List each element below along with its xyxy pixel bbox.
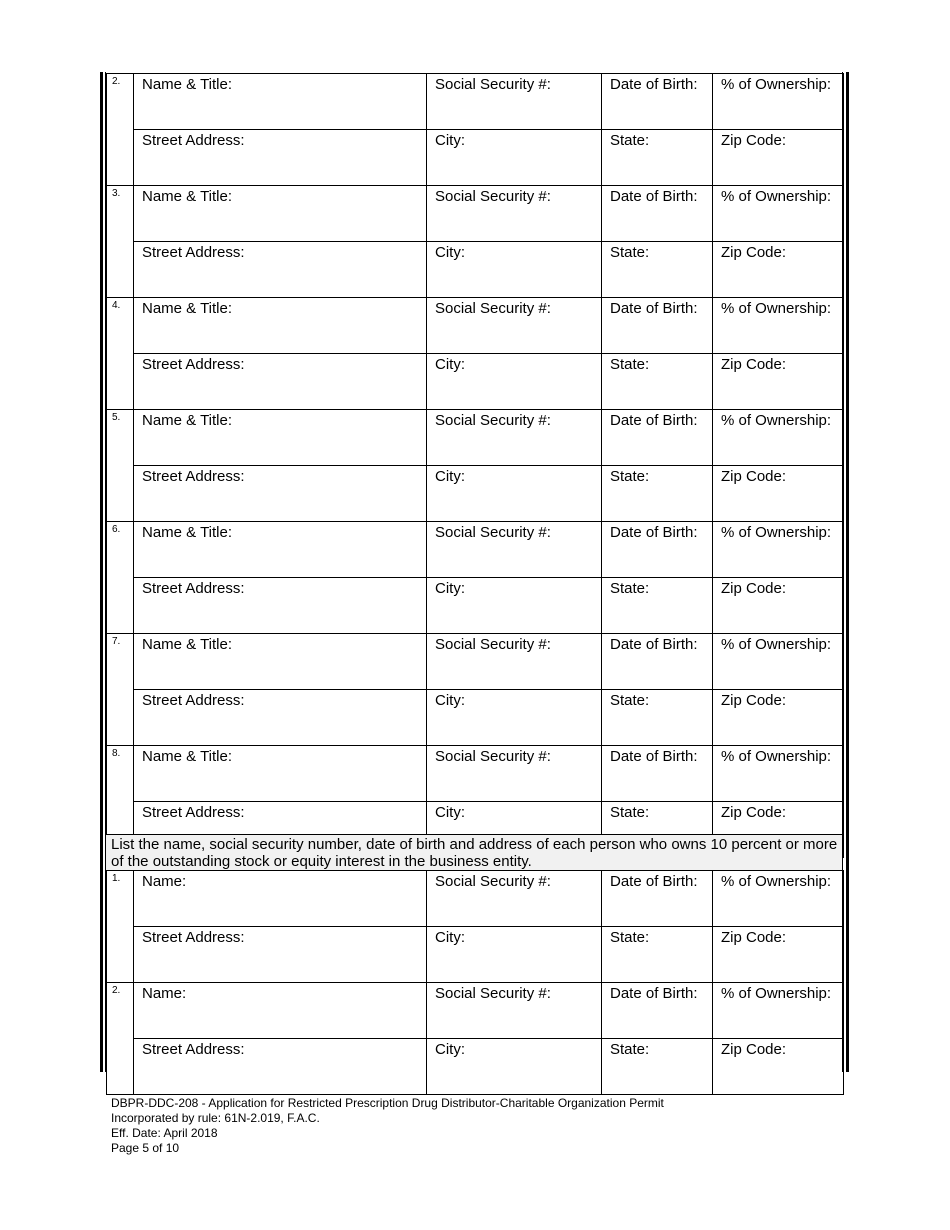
state-field[interactable]: State: (602, 1039, 713, 1095)
street-address-field[interactable]: Street Address: (134, 242, 427, 298)
person-row-address (107, 927, 844, 983)
street-address-field[interactable]: Street Address: (134, 802, 427, 858)
person-row-identity (107, 410, 844, 466)
state-field[interactable]: State: (602, 690, 713, 746)
entry-number: 2. (107, 74, 134, 186)
dob-field[interactable]: Date of Birth: (602, 74, 713, 130)
zip-code-field[interactable]: Zip Code: (713, 690, 844, 746)
ssn-field[interactable]: Social Security #: (427, 634, 602, 690)
city-field[interactable]: City: (427, 242, 602, 298)
page-footer (111, 1096, 664, 1156)
dob-field[interactable]: Date of Birth: (602, 746, 713, 802)
person-row-identity (107, 74, 844, 130)
city-field[interactable]: City: (427, 130, 602, 186)
city-field[interactable]: City: (427, 690, 602, 746)
state-field[interactable]: State: (602, 242, 713, 298)
ownership-field[interactable]: % of Ownership: (713, 634, 844, 690)
person-row-identity (107, 746, 844, 802)
entry-number: 7. (107, 634, 134, 746)
person-row-address (107, 578, 844, 634)
person-row-address (107, 130, 844, 186)
ssn-field[interactable]: Social Security #: (427, 983, 602, 1039)
footer-eff-date: Eff. Date: April 2018 (111, 1126, 218, 1140)
ownership-field[interactable]: % of Ownership: (713, 74, 844, 130)
person-row-address (107, 690, 844, 746)
state-field[interactable]: State: (602, 802, 713, 858)
zip-code-field[interactable]: Zip Code: (713, 354, 844, 410)
name-field[interactable]: Name: (134, 983, 427, 1039)
owners-instruction: List the name, social security number, date of birth and address of each person who owns 10 percent or more of the outstanding stock or equity interest in the business entity. (106, 834, 842, 870)
officers-table (106, 73, 844, 858)
street-address-field[interactable]: Street Address: (134, 690, 427, 746)
person-row-address (107, 1039, 844, 1095)
ownership-field[interactable]: % of Ownership: (713, 983, 844, 1039)
city-field[interactable]: City: (427, 927, 602, 983)
ownership-field[interactable]: % of Ownership: (713, 410, 844, 466)
street-address-field[interactable]: Street Address: (134, 578, 427, 634)
ownership-field[interactable]: % of Ownership: (713, 186, 844, 242)
zip-code-field[interactable]: Zip Code: (713, 466, 844, 522)
city-field[interactable]: City: (427, 578, 602, 634)
person-row-address (107, 354, 844, 410)
street-address-field[interactable]: Street Address: (134, 927, 427, 983)
name-field[interactable]: Name & Title: (134, 186, 427, 242)
person-row-identity (107, 522, 844, 578)
zip-code-field[interactable]: Zip Code: (713, 927, 844, 983)
dob-field[interactable]: Date of Birth: (602, 410, 713, 466)
state-field[interactable]: State: (602, 354, 713, 410)
dob-field[interactable]: Date of Birth: (602, 634, 713, 690)
ssn-field[interactable]: Social Security #: (427, 298, 602, 354)
name-field[interactable]: Name & Title: (134, 298, 427, 354)
state-field[interactable]: State: (602, 466, 713, 522)
name-field[interactable]: Name & Title: (134, 746, 427, 802)
entry-number: 3. (107, 186, 134, 298)
entry-number: 6. (107, 522, 134, 634)
ownership-field[interactable]: % of Ownership: (713, 522, 844, 578)
state-field[interactable]: State: (602, 578, 713, 634)
entry-number: 1. (107, 871, 134, 983)
city-field[interactable]: City: (427, 802, 602, 858)
name-field[interactable]: Name: (134, 871, 427, 927)
entry-number: 2. (107, 983, 134, 1095)
person-row-identity (107, 186, 844, 242)
state-field[interactable]: State: (602, 927, 713, 983)
person-row-identity (107, 634, 844, 690)
zip-code-field[interactable]: Zip Code: (713, 802, 844, 858)
person-row-identity (107, 871, 844, 927)
name-field[interactable]: Name & Title: (134, 74, 427, 130)
street-address-field[interactable]: Street Address: (134, 354, 427, 410)
ownership-field[interactable]: % of Ownership: (713, 871, 844, 927)
footer-form-title: DBPR-DDC-208 - Application for Restricted Prescription Drug Distributor-Charitable Organization Permit (111, 1096, 664, 1110)
ssn-field[interactable]: Social Security #: (427, 410, 602, 466)
ssn-field[interactable]: Social Security #: (427, 522, 602, 578)
owners-table (106, 870, 844, 1095)
city-field[interactable]: City: (427, 354, 602, 410)
zip-code-field[interactable]: Zip Code: (713, 578, 844, 634)
dob-field[interactable]: Date of Birth: (602, 522, 713, 578)
dob-field[interactable]: Date of Birth: (602, 186, 713, 242)
person-row-identity (107, 298, 844, 354)
name-field[interactable]: Name & Title: (134, 410, 427, 466)
person-row-address (107, 466, 844, 522)
person-row-address (107, 242, 844, 298)
entry-number: 8. (107, 746, 134, 858)
ssn-field[interactable]: Social Security #: (427, 186, 602, 242)
footer-rule: Incorporated by rule: 61N-2.019, F.A.C. (111, 1111, 320, 1125)
dob-field[interactable]: Date of Birth: (602, 298, 713, 354)
state-field[interactable]: State: (602, 130, 713, 186)
city-field[interactable]: City: (427, 466, 602, 522)
street-address-field[interactable]: Street Address: (134, 466, 427, 522)
street-address-field[interactable]: Street Address: (134, 1039, 427, 1095)
ssn-field[interactable]: Social Security #: (427, 746, 602, 802)
ssn-field[interactable]: Social Security #: (427, 74, 602, 130)
entry-number: 5. (107, 410, 134, 522)
name-field[interactable]: Name & Title: (134, 522, 427, 578)
street-address-field[interactable]: Street Address: (134, 130, 427, 186)
zip-code-field[interactable]: Zip Code: (713, 242, 844, 298)
zip-code-field[interactable]: Zip Code: (713, 130, 844, 186)
dob-field[interactable]: Date of Birth: (602, 983, 713, 1039)
name-field[interactable]: Name & Title: (134, 634, 427, 690)
person-row-identity (107, 983, 844, 1039)
ssn-field[interactable]: Social Security #: (427, 871, 602, 927)
ownership-field[interactable]: % of Ownership: (713, 746, 844, 802)
footer-page-number: Page 5 of 10 (111, 1141, 180, 1155)
entry-number: 4. (107, 298, 134, 410)
ownership-field[interactable]: % of Ownership: (713, 298, 844, 354)
zip-code-field[interactable]: Zip Code: (713, 1039, 844, 1095)
city-field[interactable]: City: (427, 1039, 602, 1095)
dob-field[interactable]: Date of Birth: (602, 871, 713, 927)
